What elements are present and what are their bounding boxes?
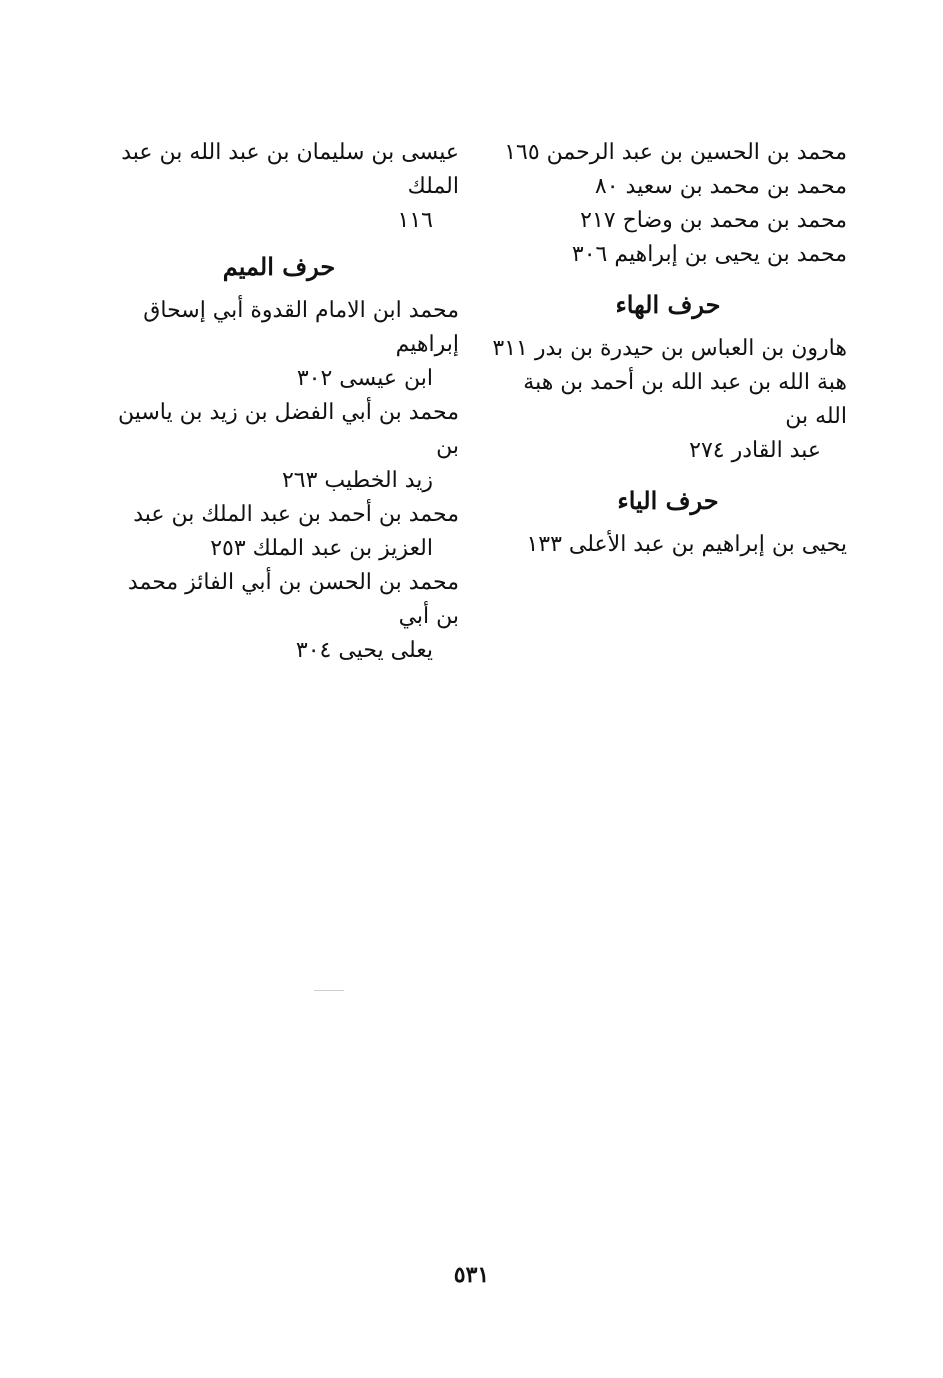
index-entry [489,204,847,238]
entry-line: هارون بن العباس بن حيدرة بن بدر ٣١١ [492,336,847,361]
index-entry [99,566,459,668]
entry-continuation: يعلى يحيى ٣٠٤ [295,638,433,663]
section-heading-meem: حرف الميم [222,252,336,281]
index-entry [99,396,459,498]
index-entry [489,366,847,468]
entry-continuation: زيد الخطيب ٢٦٣ [281,468,433,493]
entry-continuation: ابن عيسى ٣٠٢ [296,366,433,391]
entry-continuation: ١١٦ [397,208,433,233]
index-entry [489,136,847,170]
index-entry [489,170,847,204]
index-entry [489,332,847,366]
entry-line: محمد بن الحسن بن أبي الفائز محمد بن أبي [127,570,459,629]
index-column-left [489,136,847,562]
section-heading-haa: حرف الهاء [615,290,721,319]
entry-line: محمد بن أبي الفضل بن زيد بن ياسين بن [117,400,459,459]
entry-line: عيسى بن سليمان بن عبد الله بن عبد الملك [121,140,459,199]
entry-line: محمد بن محمد بن وضاح ٢١٧ [580,208,847,233]
index-entry [489,528,847,562]
entry-line: محمد ابن الامام القدوة أبي إسحاق إبراهيم [143,298,459,357]
page-number: ٥٣١ [453,1262,490,1288]
entry-line: يحيى بن إبراهيم بن عبد الأعلى ١٣٣ [526,532,847,557]
index-entry [99,498,459,566]
entry-continuation: عبد القادر ٢٧٤ [689,438,821,463]
entry-line: محمد بن محمد بن سعيد ٨٠ [594,174,847,199]
entry-line: محمد بن الحسين بن عبد الرحمن ١٦٥ [504,140,847,165]
divider-mark [314,990,344,991]
entry-line: محمد بن أحمد بن عبد الملك بن عبد [133,502,459,527]
index-entry [489,238,847,272]
index-column-right [99,136,459,668]
index-entry [99,294,459,396]
index-entry [99,136,459,238]
entry-line: محمد بن يحيى بن إبراهيم ٣٠٦ [571,242,847,267]
entry-continuation: العزيز بن عبد الملك ٢٥٣ [210,536,433,561]
section-heading-yaa: حرف الياء [617,486,719,515]
entry-line: هبة الله بن عبد الله بن أحمد بن هبة الله بن [523,370,847,429]
